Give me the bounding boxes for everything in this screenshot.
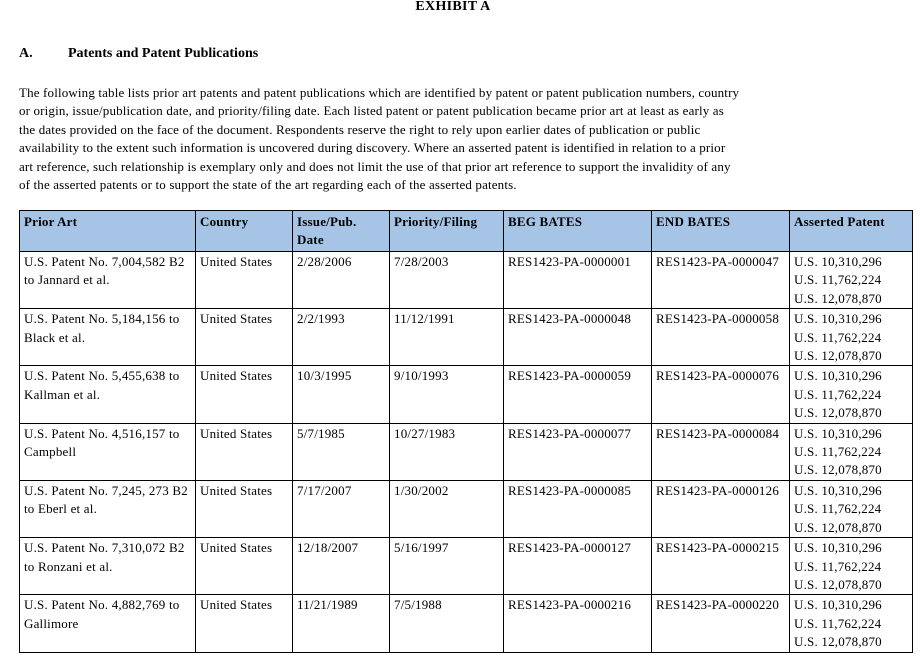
cell-country: United States: [196, 595, 293, 652]
header-prior-art: Prior Art: [20, 211, 196, 252]
cell-asserted-patent: [790, 538, 913, 595]
cell-priority-date: 1/30/2002: [390, 480, 504, 537]
asserted-patent-number: U.S. 11,762,224: [794, 272, 882, 288]
section-number: A.: [19, 46, 33, 61]
table-row: [20, 480, 913, 537]
intro-line: or origin, issue/publication date, and priority/filing date. Each listed patent or patent publication became prior art at least as early as: [19, 103, 724, 119]
cell-beg-bates: RES1423-PA-0000127: [504, 538, 652, 595]
cell-issue-date: 10/3/1995: [293, 366, 390, 423]
table-row: [20, 423, 913, 480]
table-header-row: [20, 211, 913, 252]
cell-prior-art: U.S. Patent No. 4,882,769 to Gallimore: [20, 595, 196, 652]
asserted-patent-number: U.S. 12,078,870: [794, 634, 882, 650]
cell-beg-bates: RES1423-PA-0000048: [504, 309, 652, 366]
asserted-patent-number: U.S. 12,078,870: [794, 290, 882, 306]
asserted-patent-number: U.S. 10,310,296: [794, 482, 882, 498]
section-heading: [19, 46, 258, 62]
cell-end-bates: RES1423-PA-0000058: [652, 309, 790, 366]
table-row: [20, 309, 913, 366]
asserted-patent-number: U.S. 12,078,870: [794, 348, 882, 364]
cell-asserted-patent: [790, 480, 913, 537]
asserted-patent-number: U.S. 10,310,296: [794, 368, 882, 384]
cell-end-bates: RES1423-PA-0000084: [652, 423, 790, 480]
asserted-patent-number: U.S. 10,310,296: [794, 540, 882, 556]
cell-end-bates: RES1423-PA-0000076: [652, 366, 790, 423]
cell-issue-date: 5/7/1985: [293, 423, 390, 480]
prior-art-table: [19, 210, 913, 653]
cell-issue-date: 2/28/2006: [293, 252, 390, 309]
asserted-patent-number: U.S. 11,762,224: [794, 501, 882, 517]
intro-line: the dates provided on the face of the document. Respondents reserve the right to rely upon earlier dates of publication or public: [19, 121, 701, 137]
header-priority-date: Priority/Filing: [390, 211, 504, 252]
cell-prior-art: U.S. Patent No. 7,004,582 B2 to Jannard et al.: [20, 252, 196, 309]
cell-asserted-patent: [790, 595, 913, 652]
asserted-patent-number: U.S. 12,078,870: [794, 519, 882, 535]
asserted-patent-number: U.S. 10,310,296: [794, 254, 882, 269]
intro-line: art reference, such relationship is exemplary only and does not limit the use of that prior art reference to support the invalidity of any: [19, 158, 731, 174]
cell-country: United States: [196, 366, 293, 423]
cell-issue-date: 11/21/1989: [293, 595, 390, 652]
cell-beg-bates: RES1423-PA-0000085: [504, 480, 652, 537]
intro-line: availability to the extent such information is uncovered during discovery. Where an asserted patent is identified in relation to a prior: [19, 140, 726, 156]
cell-priority-date: 7/5/1988: [390, 595, 504, 652]
asserted-patent-number: U.S. 10,310,296: [794, 597, 882, 613]
cell-priority-date: 9/10/1993: [390, 366, 504, 423]
cell-issue-date: 7/17/2007: [293, 480, 390, 537]
asserted-patent-number: U.S. 10,310,296: [794, 425, 882, 441]
cell-country: United States: [196, 309, 293, 366]
cell-prior-art: U.S. Patent No. 7,245, 273 B2 to Eberl et al.: [20, 480, 196, 537]
cell-prior-art: U.S. Patent No. 5,184,156 to Black et al.: [20, 309, 196, 366]
asserted-patent-number: U.S. 12,078,870: [794, 576, 882, 592]
cell-prior-art: U.S. Patent No. 4,516,157 to Campbell: [20, 423, 196, 480]
intro-line: The following table lists prior art patents and patent publications which are identified by patent or patent publication numbers, country: [19, 85, 740, 100]
intro-line: of the asserted patents or to support the state of the art regarding each of the asserted patents.: [19, 177, 517, 193]
table-row: [20, 252, 913, 309]
asserted-patent-number: U.S. 11,762,224: [794, 558, 882, 574]
asserted-patent-number: U.S. 12,078,870: [794, 462, 882, 478]
table-row: [20, 595, 913, 652]
cell-end-bates: RES1423-PA-0000215: [652, 538, 790, 595]
cell-prior-art: U.S. Patent No. 7,310,072 B2 to Ronzani et al.: [20, 538, 196, 595]
cell-beg-bates: RES1423-PA-0000059: [504, 366, 652, 423]
header-asserted-patent: Asserted Patent: [790, 211, 913, 252]
cell-prior-art: U.S. Patent No. 5,455,638 to Kallman et al.: [20, 366, 196, 423]
cell-priority-date: 11/12/1991: [390, 309, 504, 366]
section-title: Patents and Patent Publications: [68, 46, 259, 61]
cell-asserted-patent: [790, 366, 913, 423]
asserted-patent-number: U.S. 12,078,870: [794, 405, 882, 421]
cell-country: United States: [196, 423, 293, 480]
cell-end-bates: RES1423-PA-0000126: [652, 480, 790, 537]
header-country: Country: [196, 211, 293, 252]
asserted-patent-number: U.S. 11,762,224: [794, 386, 882, 402]
cell-asserted-patent: [790, 252, 913, 309]
header-issue-date: Issue/Pub. Date: [293, 211, 390, 252]
cell-end-bates: RES1423-PA-0000220: [652, 595, 790, 652]
asserted-patent-number: U.S. 11,762,224: [794, 444, 882, 460]
header-beg-bates: BEG BATES: [504, 211, 652, 252]
intro-paragraph: [19, 84, 899, 194]
table-row: [20, 366, 913, 423]
cell-asserted-patent: [790, 423, 913, 480]
asserted-patent-number: U.S. 11,762,224: [794, 615, 882, 631]
cell-beg-bates: RES1423-PA-0000001: [504, 252, 652, 309]
header-end-bates: END BATES: [652, 211, 790, 252]
asserted-patent-number: U.S. 10,310,296: [794, 311, 882, 327]
exhibit-title: EXHIBIT A: [415, 0, 491, 14]
cell-priority-date: 5/16/1997: [390, 538, 504, 595]
cell-issue-date: 2/2/1993: [293, 309, 390, 366]
cell-priority-date: 7/28/2003: [390, 252, 504, 309]
table-row: [20, 538, 913, 595]
cell-beg-bates: RES1423-PA-0000077: [504, 423, 652, 480]
cell-country: United States: [196, 252, 293, 309]
cell-beg-bates: RES1423-PA-0000216: [504, 595, 652, 652]
cell-end-bates: RES1423-PA-0000047: [652, 252, 790, 309]
cell-priority-date: 10/27/1983: [390, 423, 504, 480]
cell-issue-date: 12/18/2007: [293, 538, 390, 595]
asserted-patent-number: U.S. 11,762,224: [794, 329, 882, 345]
cell-country: United States: [196, 538, 293, 595]
cell-country: United States: [196, 480, 293, 537]
cell-asserted-patent: [790, 309, 913, 366]
